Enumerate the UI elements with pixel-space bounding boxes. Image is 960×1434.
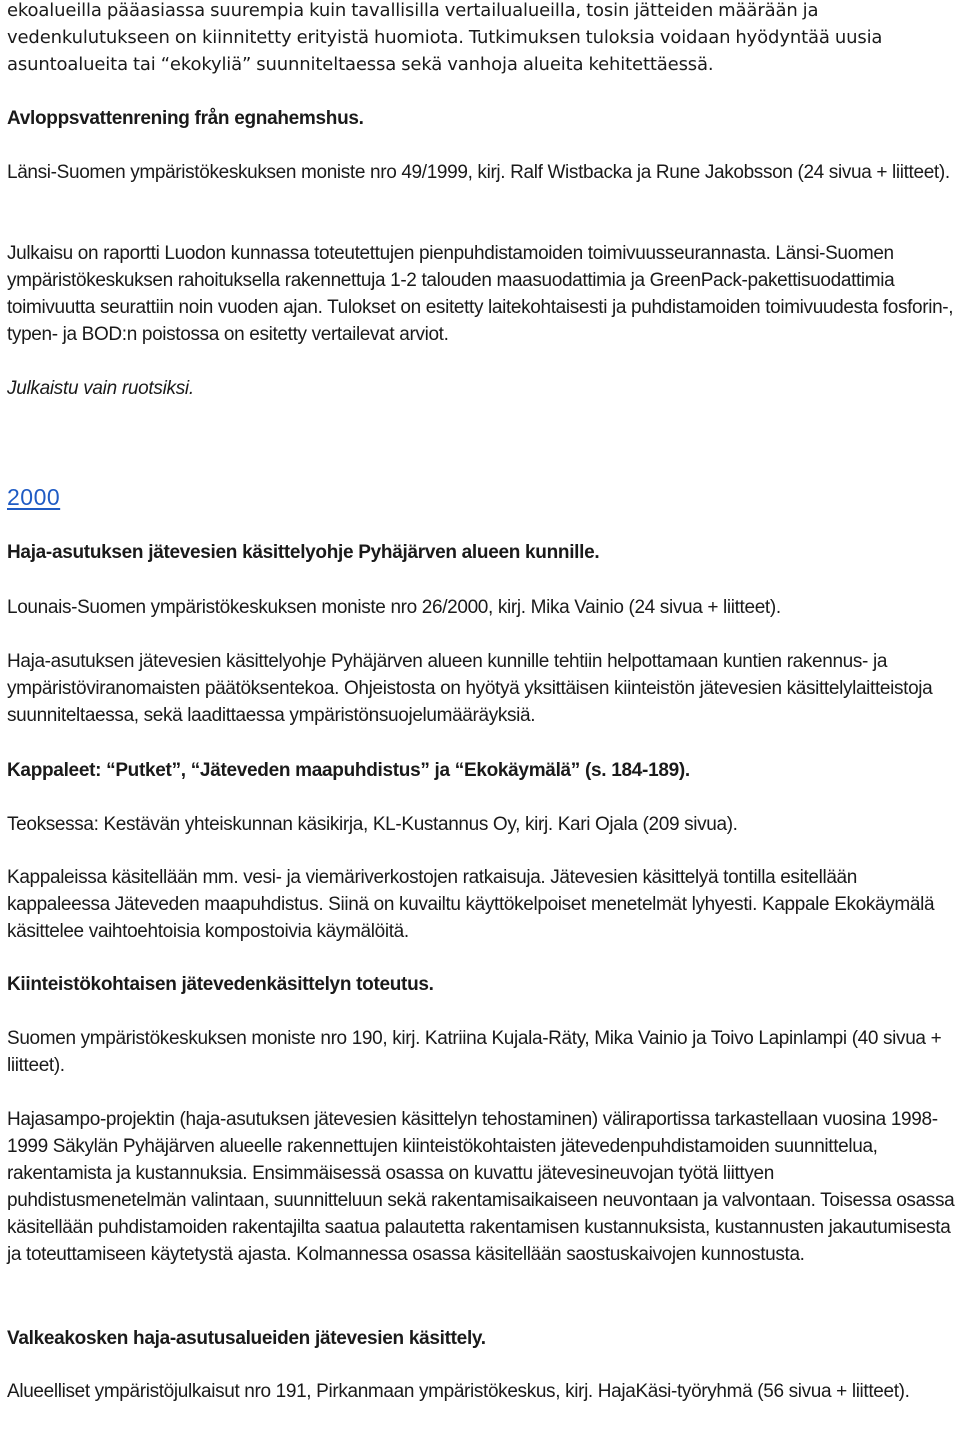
entry-title: Kappaleet: “Putket”, “Jäteveden maapuhdistus” ja “Ekokäymälä” (s. 184-189). [7,760,690,781]
entry-description: Haja-asutuksen jätevesien käsittelyohje Pyhäjärven alueen kunnille tehtiin helpottamaan kuntien rakennus- ja ympäristöviranomaisten päätöksentekoa. Ohjeistosta on hyötyä yksittäisen kiinteistön jätevesien käsittelylaitteistoja suunniteltaessa, sekä laadittaessa ympäristönsuojelumääräyksiä. [7,651,933,726]
year-heading-link[interactable]: 2000 [7,484,61,510]
entry-title: Kiinteistökohtaisen jätevedenkäsittelyn toteutus. [7,974,434,995]
entry-description: Kappaleissa käsitellään mm. vesi- ja viemäriverkostojen ratkaisuja. Jätevesien käsittelyä tontilla esitellään kappaleessa Jäteveden maapuhdistus. Siinä on kuvailtu käyttökelpoiset menetelmät lyhyesti. Kappale Ekokäymälä käsittelee vaihtoehtoisia kompostoivia käymälöitä. [7,867,935,942]
entry-citation: Länsi-Suomen ympäristökeskuksen moniste nro 49/1999, kirj. Ralf Wistbacka ja Rune Jakobsson (24 sivua + liitteet). [7,162,950,183]
entry-citation: Suomen ympäristökeskuksen moniste nro 190, kirj. Katriina Kujala-Räty, Mika Vainio ja Toivo Lapinlampi (40 sivua + liitteet). [7,1028,942,1076]
entry-title: Valkeakosken haja-asutusalueiden jätevesien käsittely. [7,1328,486,1349]
entry-citation: Teoksessa: Kestävän yhteiskunnan käsikirja, KL-Kustannus Oy, kirj. Kari Ojala (209 sivua). [7,814,738,835]
intro-paragraph: ekoalueilla pääasiassa suurempia kuin tavallisilla vertailualueilla, tosin jätteiden määrään ja vedenkulutukseen on kiinnitetty erityistä huomiota. Tutkimuksen tuloksia voidaan hyödyntää uusia asuntoalueita tai “ekokyliä” suunniteltaessa sekä vanhoja alueita kehitettäessä. [7,0,883,75]
entry-citation: Alueelliset ympäristöjulkaisut nro 191, Pirkanmaan ympäristökeskus, kirj. HajaKäsi-työryhmä (56 sivua + liitteet). [7,1381,910,1402]
entry-title: Haja-asutuksen jätevesien käsittelyohje Pyhäjärven alueen kunnille. [7,542,600,563]
entry-description: Hajasampo-projektin (haja-asutuksen jätevesien käsittelyn tehostaminen) väliraportissa tarkastellaan vuosina 1998-1999 Säkylän Pyhäjärven alueelle rakennettujen kiinteistökohtaisten jätevedenpuhdistamoiden suunnittelua, rakentamista ja kustannuksia. Ensimmäisessä osassa on kuvattu jätevesineuvojan työtä liittyen puhdistusmenetelmän valintaan, suunnitteluun sekä rakentamisaikaiseen neuvontaan ja valvontaan. Toisessa osassa käsitellään puhdistamoiden rakentajilta saatua palautetta rakentamisen kustannuksista, kustannusten jakautumisesta ja toteuttamiseen käytetystä ajasta. Kolmannessa osassa käsitellään saostuskaivojen kunnostusta. [7,1109,955,1265]
entry-citation: Lounais-Suomen ympäristökeskuksen moniste nro 26/2000, kirj. Mika Vainio (24 sivua + liitteet). [7,597,781,618]
entry-note: Julkaistu vain ruotsiksi. [7,378,194,399]
entry-title: Avloppsvattenrening från egnahemshus. [7,108,364,129]
entry-description: Julkaisu on raportti Luodon kunnassa toteutettujen pienpuhdistamoiden toimivuusseurannasta. Länsi-Suomen ympäristökeskuksen rahoituksella rakennettuja 1-2 talouden maasuodattimia ja GreenPack-pakettisuodattimia toimivuutta seurattiin noin vuoden ajan. Tulokset on esitetty laitekohtaisesti ja puhdistamoiden toimivuudesta fosforin-, typen- ja BOD:n poistossa on esitetty vertailevat arviot. [7,243,954,345]
